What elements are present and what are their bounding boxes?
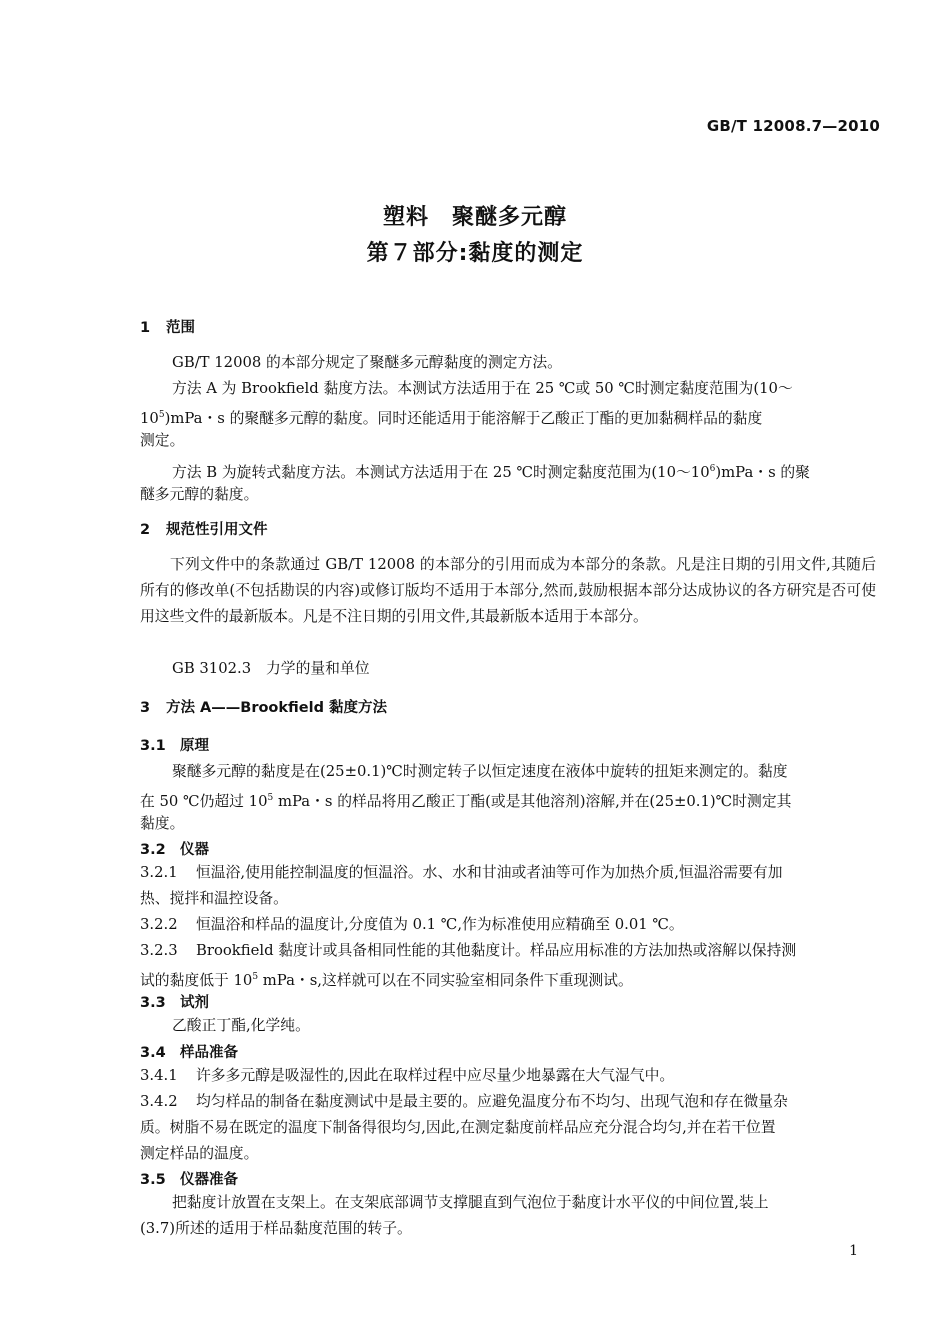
clause-3-4-2-line-3: 测定样品的温度。 xyxy=(140,1145,259,1162)
subsection-3-5-line-2: (3.7)所述的适用于样品黏度范围的转子。 xyxy=(140,1220,412,1237)
section-2-reference: GB 3102.3 力学的量和单位 xyxy=(172,660,370,677)
subsection-3-1-line-2: 在 50 ℃仍超过 $10^5$ mPa・s 的样品将用乙酸正丁酯(或是其他溶剂)溶解,并在(25±0.1)℃时测定其 xyxy=(140,792,792,810)
section-2-para-1: 下列文件中的条款通过 GB/T 12008 的本部分的引用而成为本部分的条款。凡是注日期的引用文件,其随后所有的修改单(不包括勘误的内容)或修订版均不适用于本部分,然而,鼓励根据本部分达成协议的各方研究是否可使用这些文件的最新版本。凡是不注日期的引用文件,其最新版本适用于本部分。 xyxy=(140,556,876,625)
page-number: 1 xyxy=(849,1243,858,1259)
subsection-3-3-line-1: 乙酸正丁酯,化学纯。 xyxy=(172,1017,310,1034)
section-2-heading xyxy=(140,518,268,539)
section-1-para-2-line-2: $10^5)mPa$・s 的聚醚多元醇的黏度。同时还能适用于能溶解于乙酸正丁酯的更加黏稠样品的黏度 xyxy=(140,409,763,427)
subsection-3-5-heading: 3.5 仪器准备 xyxy=(140,1172,238,1188)
section-title: 范围 xyxy=(166,320,195,336)
section-1-para-2-line-3: 测定。 xyxy=(140,432,185,449)
subsection-3-1-line-1: 聚醚多元醇的黏度是在(25±0.1)℃时测定转子以恒定速度在液体中旋转的扭矩来测定的。黏度 xyxy=(172,763,788,780)
clause-3-4-2-line-2: 质。树脂不易在既定的温度下制备得很均匀,因此,在测定黏度前样品应充分混合均匀,并在若干位置 xyxy=(140,1119,776,1136)
section-3-heading xyxy=(140,696,387,717)
section-number: 2 xyxy=(140,522,151,538)
section-1-para-3-line-1: 方法 B 为旋转式黏度方法。本测试方法适用于在 25 ℃时测定黏度范围为$(10\sim 10^6)mPa$・s 的聚 xyxy=(172,463,810,481)
section-1-para-1: GB/T 12008 的本部分规定了聚醚多元醇黏度的测定方法。 xyxy=(172,354,562,371)
clause-3-4-2-line-1: 3.4.2 均匀样品的制备在黏度测试中是最主要的。应避免温度分布不均匀、出现气泡和存在微量杂 xyxy=(140,1093,788,1110)
clause-3-2-2-line-1: 3.2.2 恒温浴和样品的温度计,分度值为 0.1 ℃,作为标准使用应精确至 0.01 ℃。 xyxy=(140,916,684,933)
subsection-3-2-heading: 3.2 仪器 xyxy=(140,842,209,858)
section-1-para-3-line-2: 醚多元醇的黏度。 xyxy=(140,486,259,503)
clause-3-2-3-line-2: 试的黏度低于 $10^5$ mPa・s,这样就可以在不同实验室相同条件下重现测试。 xyxy=(140,971,633,989)
subsection-3-4-heading: 3.4 样品准备 xyxy=(140,1045,238,1061)
section-1-para-2-line-1: 方法 A 为 Brookfield 黏度方法。本测试方法适用于在 25 ℃或 50 ℃时测定黏度范围为(10～ xyxy=(172,380,793,397)
section-title: 规范性引用文件 xyxy=(166,522,268,538)
clause-3-2-3-line-1: 3.2.3 Brookfield 黏度计或具备相同性能的其他黏度计。样品应用标准的方法加热或溶解以保持测 xyxy=(140,942,797,959)
subsection-3-1-heading: 3.1 原理 xyxy=(140,738,209,754)
subsection-3-3-heading: 3.3 试剂 xyxy=(140,995,209,1011)
section-title: 方法 A——Brookfield 黏度方法 xyxy=(166,700,388,716)
section-1-heading xyxy=(140,316,195,337)
section-number: 3 xyxy=(140,700,151,716)
document-title-line2: 第７部分:黏度的测定 xyxy=(366,241,584,266)
clause-3-2-1-line-1: 3.2.1 恒温浴,使用能控制温度的恒温浴。水、水和甘油或者油等可作为加热介质,恒温浴需要有加 xyxy=(140,864,783,881)
clause-3-4-1-line-1: 3.4.1 许多多元醇是吸湿性的,因此在取样过程中应尽量少地暴露在大气湿气中。 xyxy=(140,1067,675,1084)
section-number: 1 xyxy=(140,320,151,336)
subsection-3-5-line-1: 把黏度计放置在支架上。在支架底部调节支撑腿直到气泡位于黏度计水平仪的中间位置,装上 xyxy=(172,1194,769,1211)
subsection-3-1-line-3: 黏度。 xyxy=(140,815,185,832)
document-title-line1: 塑料 聚醚多元醇 xyxy=(382,205,567,230)
standard-code: GB/T 12008.7—2010 xyxy=(706,117,880,135)
clause-3-2-1-line-2: 热、搅拌和温控设备。 xyxy=(140,890,288,907)
